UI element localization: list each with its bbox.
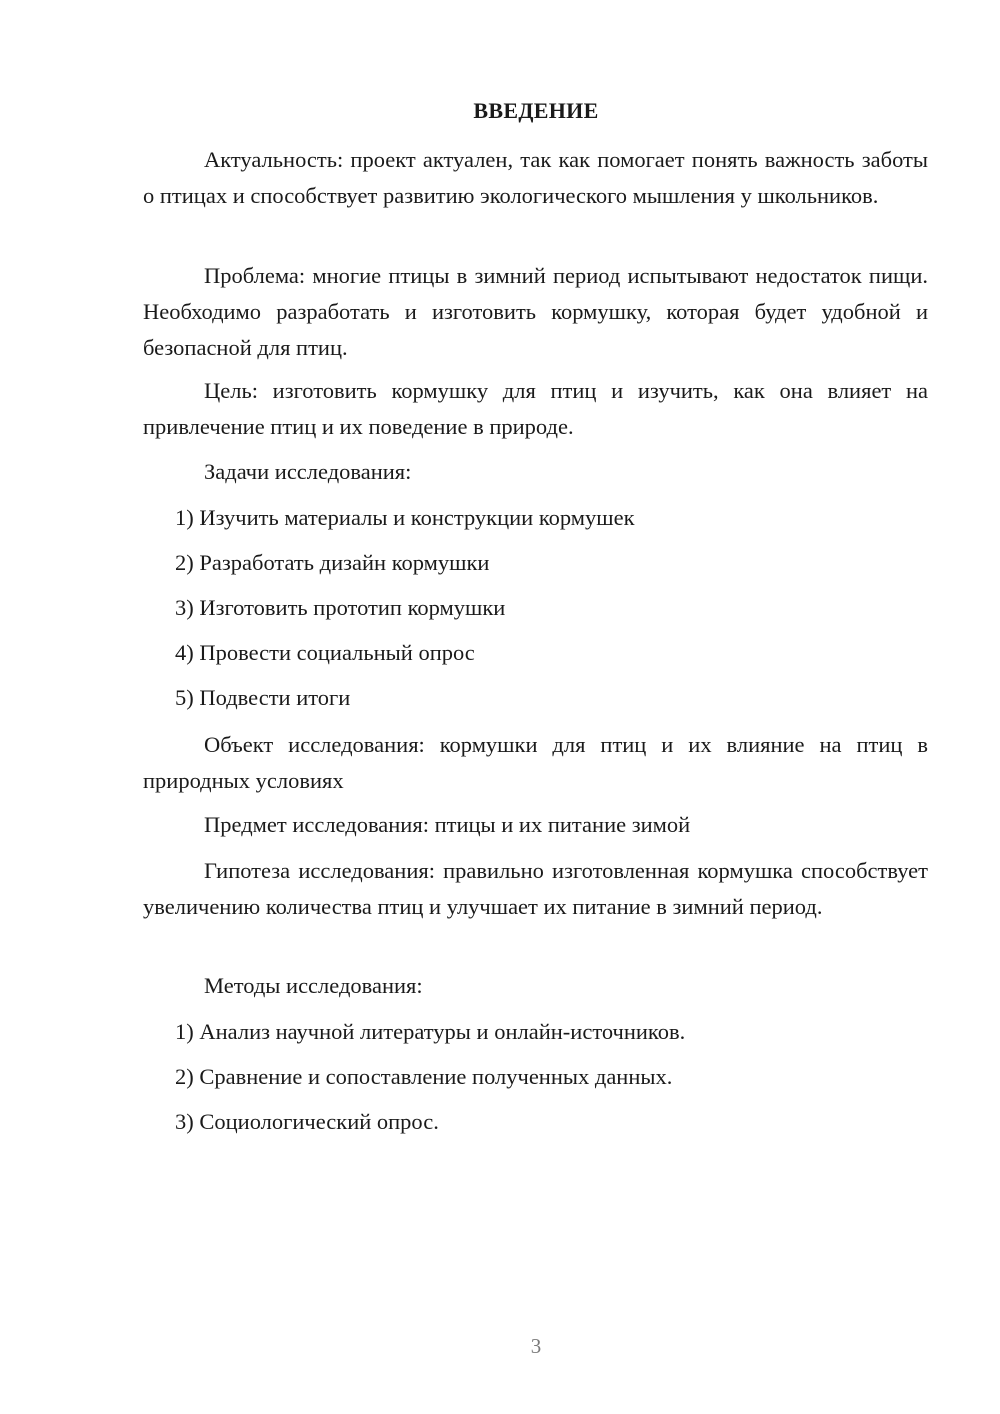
tasks-heading: Задачи исследования: — [204, 459, 412, 484]
methods-heading: Методы исследования: — [204, 973, 423, 998]
task-item: 3) Изготовить прототип кормушки — [175, 595, 506, 620]
paragraph-object: Объект исследования: кормушки для птиц и их влияние на птиц в природных условиях — [143, 732, 928, 793]
page-title: ВВЕДЕНИЕ — [473, 98, 599, 123]
task-item: 2) Разработать дизайн кормушки — [175, 550, 490, 575]
paragraph-hypothesis: Гипотеза исследования: правильно изготовленная кормушка способствует увеличению количества птиц и улучшает их питание в зимний период. — [143, 858, 928, 919]
method-item: 2) Сравнение и сопоставление полученных данных. — [175, 1064, 673, 1089]
paragraph-problem: Проблема: многие птицы в зимний период испытывают недостаток пищи. Необходимо разработать и изготовить кормушку, которая будет удобной и безопасной для птиц. — [143, 263, 928, 360]
page-number: 3 — [530, 1334, 542, 1358]
paragraph-relevance: Актуальность: проект актуален, так как помогает понять важность заботы о птицах и способствует развитию экологического мышления у школьников. — [143, 147, 928, 208]
task-item: 1) Изучить материалы и конструкции кормушек — [175, 505, 635, 530]
method-item: 3) Социологический опрос. — [175, 1109, 439, 1134]
paragraph-subject: Предмет исследования: птицы и их питание зимой — [204, 812, 691, 837]
paragraph-goal: Цель: изготовить кормушку для птиц и изучить, как она влияет на привлечение птиц и их поведение в природе. — [143, 378, 928, 439]
method-item: 1) Анализ научной литературы и онлайн-источников. — [175, 1019, 686, 1044]
task-item: 4) Провести социальный опрос — [175, 640, 475, 665]
task-item: 5) Подвести итоги — [175, 685, 351, 710]
